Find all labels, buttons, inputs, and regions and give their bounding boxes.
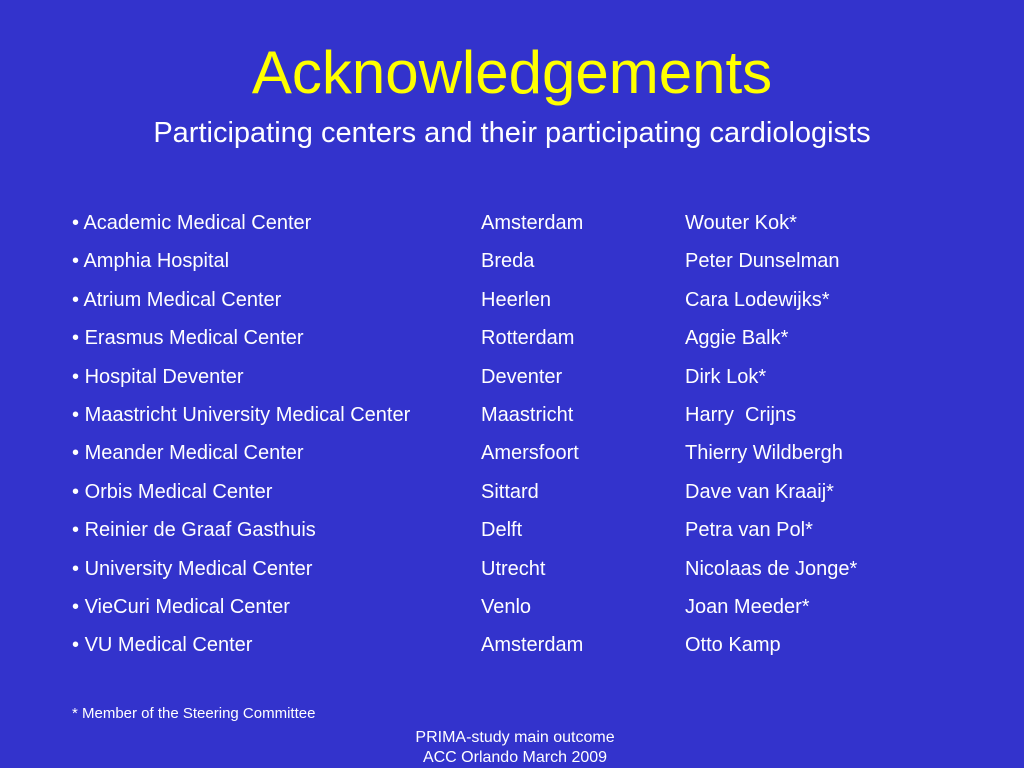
center-name [72, 320, 304, 356]
center-name-text: Academic Medical Center [83, 212, 312, 234]
center-name-text: Maastricht University Medical Center [84, 403, 411, 426]
center-name [72, 589, 290, 625]
center-name-text: VU Medical Center [84, 634, 253, 657]
center-row [72, 589, 972, 627]
footer-event: ACC Orlando March 2009 [422, 749, 608, 766]
center-name [72, 397, 410, 433]
center-name [72, 205, 311, 241]
center-city: Heerlen [481, 288, 552, 311]
center-city: Delft [481, 519, 523, 542]
center-city: Amsterdam [481, 634, 584, 657]
center-row [72, 320, 972, 358]
cardiologist-name: Dirk Lok* [685, 365, 767, 388]
center-name [72, 243, 229, 279]
center-city: Rotterdam [481, 327, 575, 350]
center-name [72, 627, 252, 663]
cardiologist-name: Peter Dunselman [685, 250, 840, 273]
center-row [72, 282, 972, 320]
bullet-marker: • [72, 403, 80, 426]
cardiologist-name: Thierry Wildbergh [685, 442, 843, 465]
center-name-text: Amphia Hospital [83, 250, 230, 273]
center-city: Utrecht [481, 557, 546, 580]
bullet-marker: • [72, 442, 80, 465]
center-name [72, 359, 244, 395]
bullet-marker: • [72, 327, 80, 350]
cardiologist-name: Otto Kamp [685, 634, 781, 657]
center-name [72, 474, 272, 510]
center-name-text: Hospital Deventer [84, 365, 244, 388]
center-row [72, 435, 972, 473]
center-name-text: University Medical Center [84, 557, 313, 580]
cardiologist-name: Petra van Pol* [685, 519, 813, 542]
center-row [72, 474, 972, 512]
bullet-marker: • [72, 634, 80, 657]
bullet-marker: • [72, 250, 80, 273]
center-name [72, 282, 281, 318]
bullet-marker: • [72, 519, 80, 542]
slide-title: Acknowledgements [251, 39, 773, 106]
center-city: Amsterdam [481, 212, 584, 234]
center-name-text: Atrium Medical Center [83, 288, 282, 311]
center-name-text: Meander Medical Center [84, 442, 304, 465]
center-city: Maastricht [481, 403, 574, 426]
cardiologist-name: Dave van Kraaij* [685, 480, 834, 503]
cardiologist-name: Cara Lodewijks* [685, 288, 830, 311]
slide-subtitle: Participating centers and their participating cardiologists [153, 117, 871, 149]
center-city: Deventer [481, 365, 563, 388]
center-name [72, 512, 316, 548]
bullet-marker: • [72, 288, 80, 311]
cardiologist-name: Nicolaas de Jonge* [685, 557, 858, 580]
center-row [72, 359, 972, 397]
center-row [72, 243, 972, 281]
bullet-marker: • [72, 480, 80, 503]
cardiologist-name: Wouter Kok* [685, 212, 797, 234]
center-row [72, 205, 972, 243]
center-name-text: Erasmus Medical Center [84, 327, 304, 350]
center-city: Sittard [481, 480, 539, 503]
bullet-marker: • [72, 365, 80, 388]
center-name-text: VieCuri Medical Center [84, 595, 290, 618]
center-city: Venlo [481, 595, 532, 618]
center-name [72, 551, 312, 587]
center-row [72, 551, 972, 589]
footer-study-name: PRIMA-study main outcome [415, 729, 615, 746]
center-city: Amersfoort [481, 442, 579, 465]
center-name-text: Reinier de Graaf Gasthuis [84, 519, 316, 542]
center-city: Breda [481, 250, 535, 273]
bullet-marker: • [72, 557, 80, 580]
participating-centers-list [72, 205, 972, 666]
steering-committee-footnote: * Member of the Steering Committee [72, 705, 316, 722]
bullet-marker: • [72, 595, 80, 618]
bullet-marker: • [72, 212, 80, 234]
cardiologist-name: Aggie Balk* [685, 327, 789, 350]
cardiologist-name: Joan Meeder* [685, 595, 810, 618]
center-row [72, 512, 972, 550]
center-name-text: Orbis Medical Center [84, 480, 273, 503]
center-row [72, 397, 972, 435]
slide-footer [380, 728, 650, 768]
center-row [72, 627, 972, 665]
cardiologist-name: Harry Crijns [685, 403, 797, 426]
center-name [72, 435, 304, 471]
